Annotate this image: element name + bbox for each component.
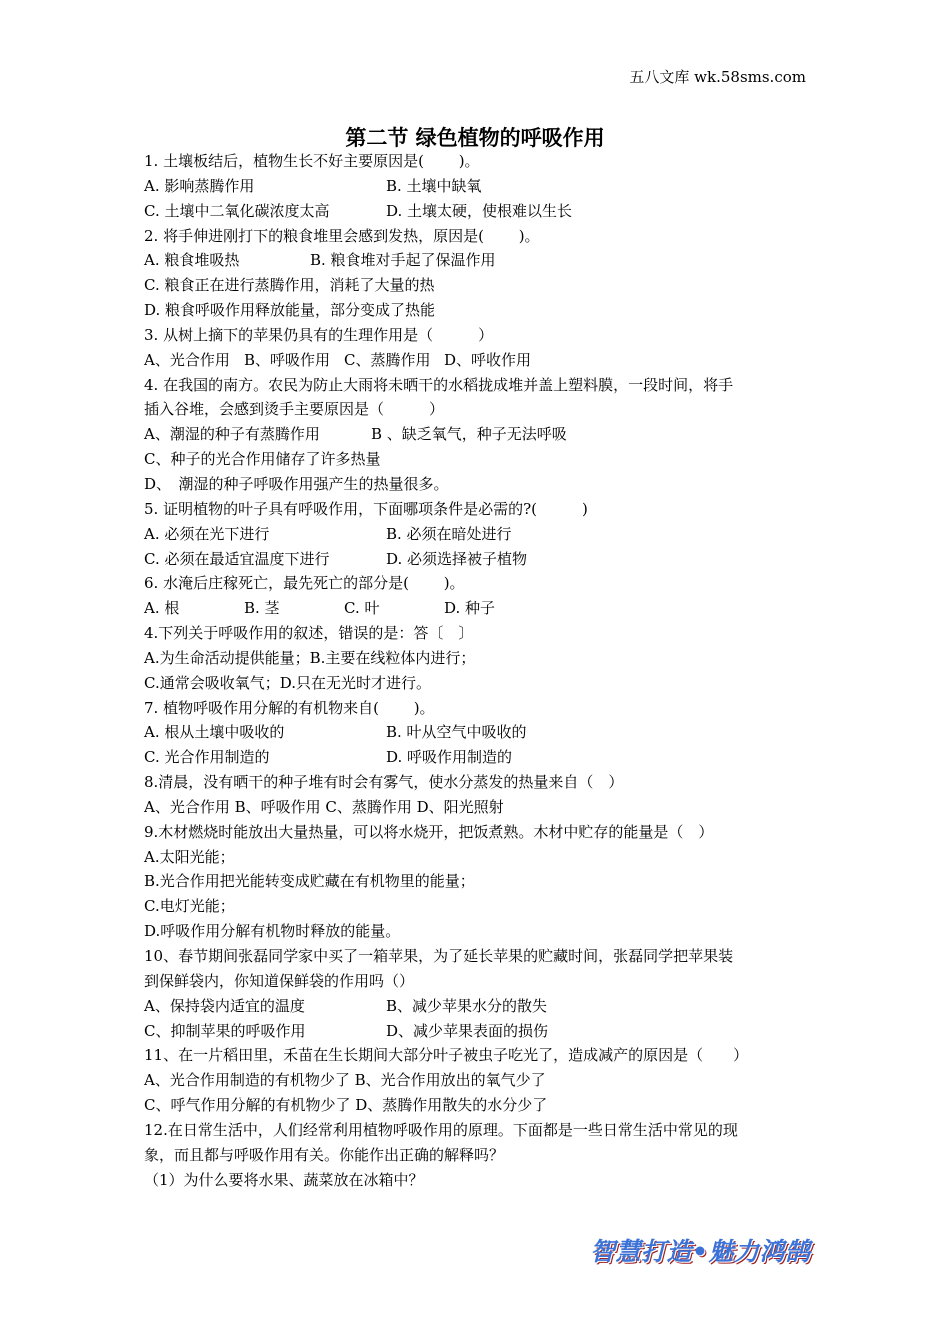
text-line	[144, 323, 808, 348]
line-segment: D、呼收作用	[444, 350, 532, 369]
text-line	[144, 149, 808, 174]
text-line	[144, 174, 808, 199]
text-line	[144, 522, 808, 547]
text-line	[144, 397, 808, 422]
line-segment: B、减少苹果水分的散失	[386, 996, 548, 1015]
text-line	[144, 1068, 808, 1093]
line-segment: A、光合作用 B、呼吸作用 C、蒸腾作用 D、阳光照射	[144, 797, 504, 816]
text-line	[144, 199, 808, 224]
line-segment: D. 土壤太硬，使根难以生长	[386, 201, 573, 220]
watermark-logo: 智慧打造•魅力鸿鹄	[590, 1237, 811, 1266]
line-segment: C. 土壤中二氧化碳浓度太高	[144, 201, 330, 220]
text-line	[144, 845, 808, 870]
line-segment: A.太阳光能；	[144, 847, 235, 866]
line-segment: D. 粮食呼吸作用释放能量，部分变成了热能	[144, 301, 436, 320]
line-segment: 10、春节期间张磊同学家中买了一箱苹果，为了延长苹果的贮藏时间，张磊同学把苹果装	[144, 947, 734, 965]
text-line	[144, 472, 808, 497]
text-line	[144, 671, 808, 696]
line-segment: D. 种子	[444, 599, 496, 618]
line-segment: 3. 从树上摘下的苹果仍具有的生理作用是（ ）	[144, 325, 494, 344]
line-segment: B. 土壤中缺氧	[386, 176, 482, 195]
line-segment: A. 根从土壤中吸收的	[144, 723, 285, 742]
line-segment: 5. 证明植物的叶子具有呼吸作用，下面哪项条件是必需的?( )	[144, 499, 588, 518]
line-segment: 象，而且都与呼吸作用有关。你能作出正确的解释吗？	[144, 1145, 505, 1164]
line-segment: 4. 在我国的南方。农民为防止大雨将未晒干的水稻拢成堆并盖上塑料膜，一段时间，将手	[144, 375, 734, 394]
text-line	[144, 1168, 808, 1193]
text-line	[144, 224, 808, 249]
document-body	[144, 149, 808, 1192]
line-segment: C. 必须在最适宜温度下进行	[144, 549, 330, 568]
line-segment: 2. 将手伸进刚打下的粮食堆里会感到发热，原因是( )。	[144, 226, 540, 245]
text-line	[144, 273, 808, 298]
text-line	[144, 422, 808, 447]
line-segment: B、呼吸作用	[244, 350, 331, 369]
line-segment: 11、在一片稻田里，禾苗在生长期间大部分叶子被虫子吃光了，造成减产的原因是（ ）	[144, 1046, 749, 1065]
line-segment: B. 叶从空气中吸收的	[386, 723, 527, 742]
line-segment: 9.木材燃烧时能放出大量热量，可以将水烧开，把饭煮熟。木材中贮存的能量是（ ）	[144, 822, 714, 841]
text-line	[144, 770, 808, 795]
line-segment: C. 光合作用制造的	[144, 748, 270, 767]
line-segment: A、光合作用制造的有机物少了 B、光合作用放出的氧气少了	[144, 1071, 546, 1090]
text-line	[144, 1118, 808, 1143]
line-segment: D. 必须选择被子植物	[386, 549, 528, 568]
text-line	[144, 944, 808, 969]
line-segment: A. 粮食堆吸热	[144, 251, 240, 270]
line-segment: 8.清晨，没有晒干的种子堆有时会有雾气，使水分蒸发的热量来自（ ）	[144, 773, 624, 792]
text-line	[144, 919, 808, 944]
line-segment: B.光合作用把光能转变成贮藏在有机物里的能量；	[144, 872, 475, 891]
line-segment: B. 必须在暗处进行	[386, 524, 512, 543]
line-segment: 插入谷堆，会感到烫手主要原因是（ ）	[144, 400, 445, 419]
line-segment: C. 叶	[344, 599, 380, 618]
site-header: 五八文库 wk.58sms.com	[629, 68, 806, 86]
text-line	[144, 571, 808, 596]
line-segment: D、减少苹果表面的损伤	[386, 1021, 549, 1040]
line-segment: A、潮湿的种子有蒸腾作用	[144, 425, 320, 444]
line-segment: A. 影响蒸腾作用	[144, 176, 255, 195]
text-line	[144, 1019, 808, 1044]
text-line	[144, 497, 808, 522]
line-segment: A. 必须在光下进行	[144, 524, 270, 543]
text-line	[144, 795, 808, 820]
line-segment: A.为生命活动提供能量；B.主要在线粒体内进行；	[144, 648, 476, 667]
line-segment: 7. 植物呼吸作用分解的有机物来自( )。	[144, 698, 435, 717]
page-title: 第二节 绿色植物的呼吸作用	[345, 126, 605, 150]
text-line	[144, 1143, 808, 1168]
line-segment: B 、缺乏氧气，种子无法呼吸	[371, 425, 567, 444]
line-segment: 到保鲜袋内，你知道保鲜袋的作用吗（）	[144, 971, 415, 990]
text-line	[144, 720, 808, 745]
line-segment: B. 茎	[244, 599, 280, 618]
text-line	[144, 447, 808, 472]
text-line	[144, 969, 808, 994]
line-segment: C、蒸腾作用	[344, 350, 431, 369]
line-segment: 4.下列关于呼吸作用的叙述，错误的是：答〔 〕	[144, 624, 474, 643]
text-line	[144, 869, 808, 894]
line-segment: B. 粮食堆对手起了保温作用	[310, 251, 496, 270]
line-segment: C、抑制苹果的呼吸作用	[144, 1021, 306, 1040]
line-segment: A. 根	[144, 599, 180, 618]
line-segment: （1）为什么要将水果、蔬菜放在冰箱中？	[144, 1170, 424, 1189]
line-segment: C.电灯光能；	[144, 897, 235, 916]
line-segment: 1. 土壤板结后，植物生长不好主要原因是( )。	[144, 152, 480, 170]
line-segment: A、保持袋内适宜的温度	[144, 996, 305, 1015]
line-segment: A、光合作用	[144, 350, 230, 369]
text-line	[144, 298, 808, 323]
line-segment: C、种子的光合作用储存了许多热量	[144, 450, 381, 469]
text-line	[144, 248, 808, 273]
line-segment: D. 呼吸作用制造的	[386, 748, 513, 767]
text-line	[144, 547, 808, 572]
line-segment: 12.在日常生活中，人们经常利用植物呼吸作用的原理。下面都是一些日常生活中常见的现	[144, 1120, 738, 1139]
text-line	[144, 373, 808, 398]
line-segment: D、 潮湿的种子呼吸作用强产生的热量很多。	[144, 474, 449, 493]
line-segment: C、呼气作用分解的有机物少了 D、蒸腾作用散失的水分少了	[144, 1096, 548, 1115]
text-line	[144, 696, 808, 721]
text-line	[144, 820, 808, 845]
text-line	[144, 894, 808, 919]
text-line	[144, 1043, 808, 1068]
text-line	[144, 1093, 808, 1118]
line-segment: D.呼吸作用分解有机物时释放的能量。	[144, 922, 401, 941]
text-line	[144, 621, 808, 646]
text-line	[144, 596, 808, 621]
text-line	[144, 745, 808, 770]
text-line	[144, 348, 808, 373]
line-segment: 6. 水淹后庄稼死亡，最先死亡的部分是( )。	[144, 574, 465, 593]
line-segment: C.通常会吸收氧气；D.只在无光时才进行。	[144, 673, 431, 692]
line-segment: C. 粮食正在进行蒸腾作用，消耗了大量的热	[144, 276, 435, 295]
text-line	[144, 994, 808, 1019]
text-line	[144, 646, 808, 671]
